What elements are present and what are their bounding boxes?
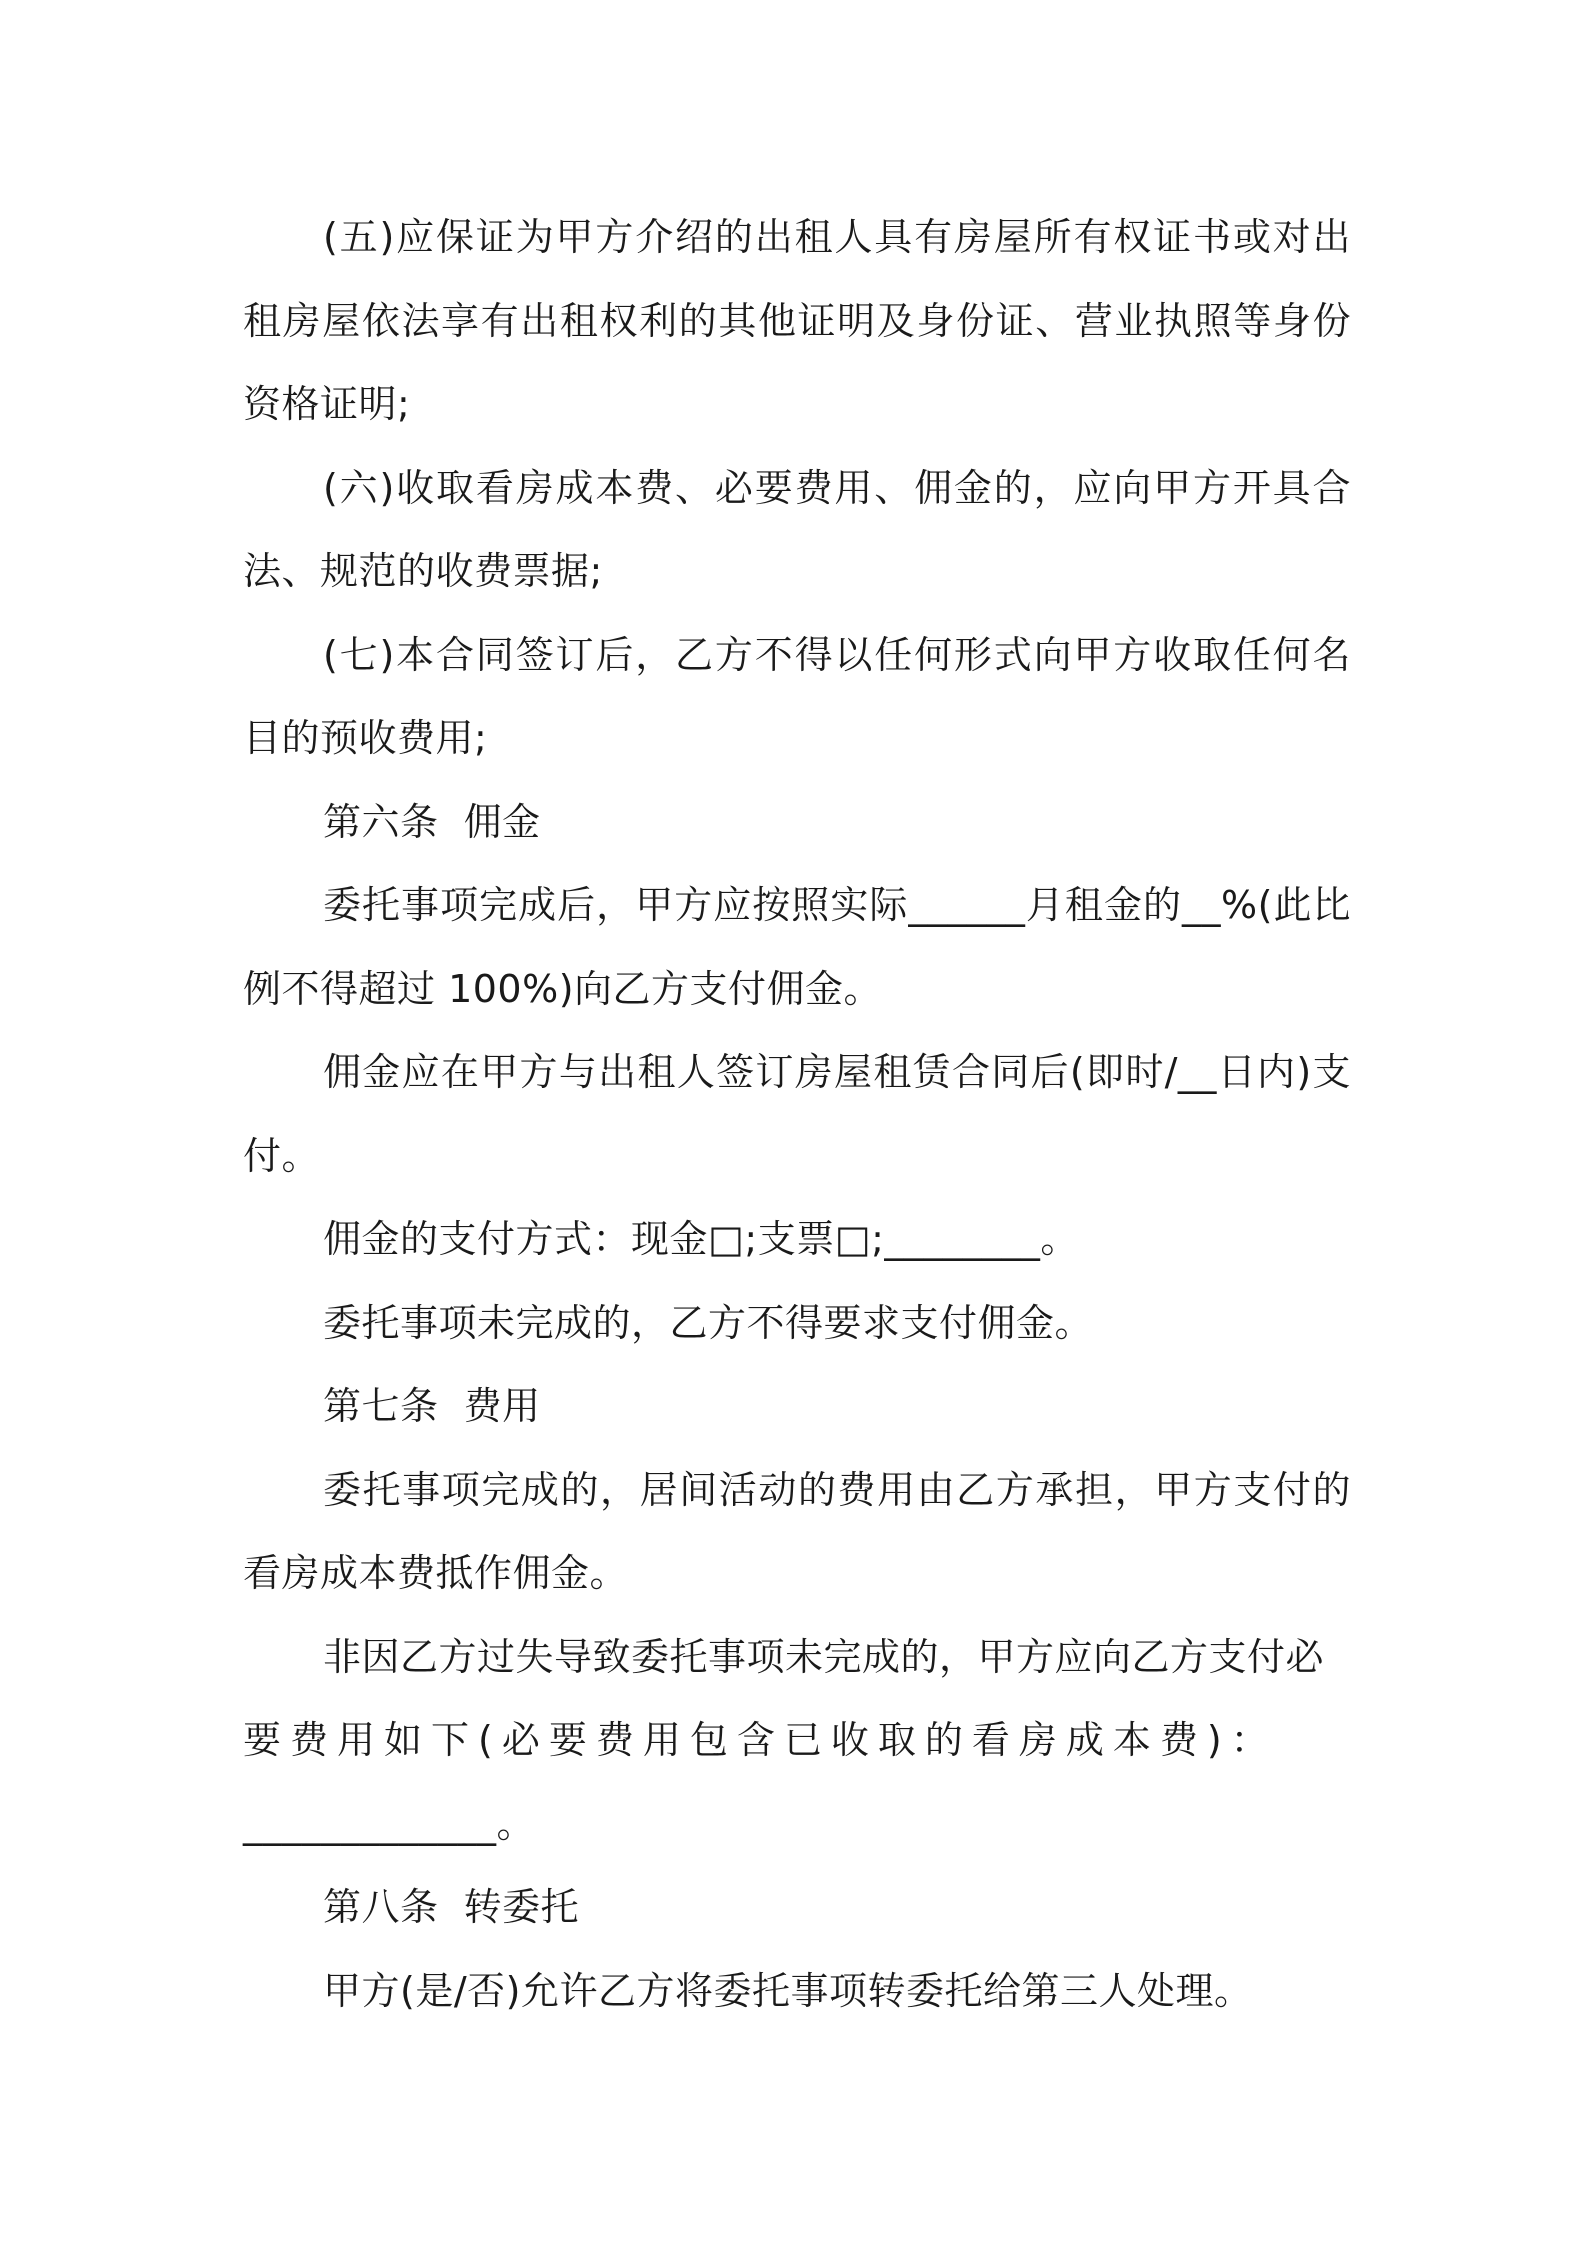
article-7-paragraph: 非因乙方过失导致委托事项未完成的，甲方应向乙方支付必 (323, 1634, 1325, 1679)
article-8-heading: 第八条 转委托 (323, 1885, 580, 1929)
article-7-paragraph: 委托事项完成的，居间活动的费用由乙方承担，甲方支付的看房成本费抵作佣金。 (243, 1467, 1351, 1595)
article-7-blank-line: _____________。 (243, 1801, 536, 1846)
article-7-paragraph: 要费用如下(必要费用包含已收取的看房成本费)： (243, 1718, 1278, 1762)
article-6-paragraph: 佣金的支付方式：现金□;支票□;________。 (323, 1217, 1079, 1261)
article-7-heading: 第七条 费用 (323, 1384, 541, 1428)
article-6-paragraph: 佣金应在甲方与出租人签订房屋租赁合同后(即时/__日内)支付。 (243, 1050, 1351, 1178)
article-6-paragraph: 委托事项未完成的，乙方不得要求支付佣金。 (323, 1300, 1094, 1345)
clause-item-7: (七)本合同签订后，乙方不得以任何形式向甲方收取任何名目的预收费用; (243, 632, 1351, 760)
document-body (243, 196, 1351, 2033)
article-6-heading: 第六条 佣金 (323, 799, 541, 844)
article-8-paragraph: 甲方(是/否)允许乙方将委托事项转委托给第三人处理。 (323, 1968, 1253, 2013)
article-6-paragraph: 委托事项完成后，甲方应按照实际______月租金的__%(此比例不得超过 100%)向乙方支付佣金。 (243, 883, 1351, 1011)
clause-item-5: (五)应保证为甲方介绍的出租人具有房屋所有权证书或对出租房屋依法享有出租权利的其他证明及身份证、营业执照等身份资格证明; (243, 215, 1351, 426)
clause-item-6: (六)收取看房成本费、必要费用、佣金的，应向甲方开具合法、规范的收费票据; (243, 465, 1351, 593)
